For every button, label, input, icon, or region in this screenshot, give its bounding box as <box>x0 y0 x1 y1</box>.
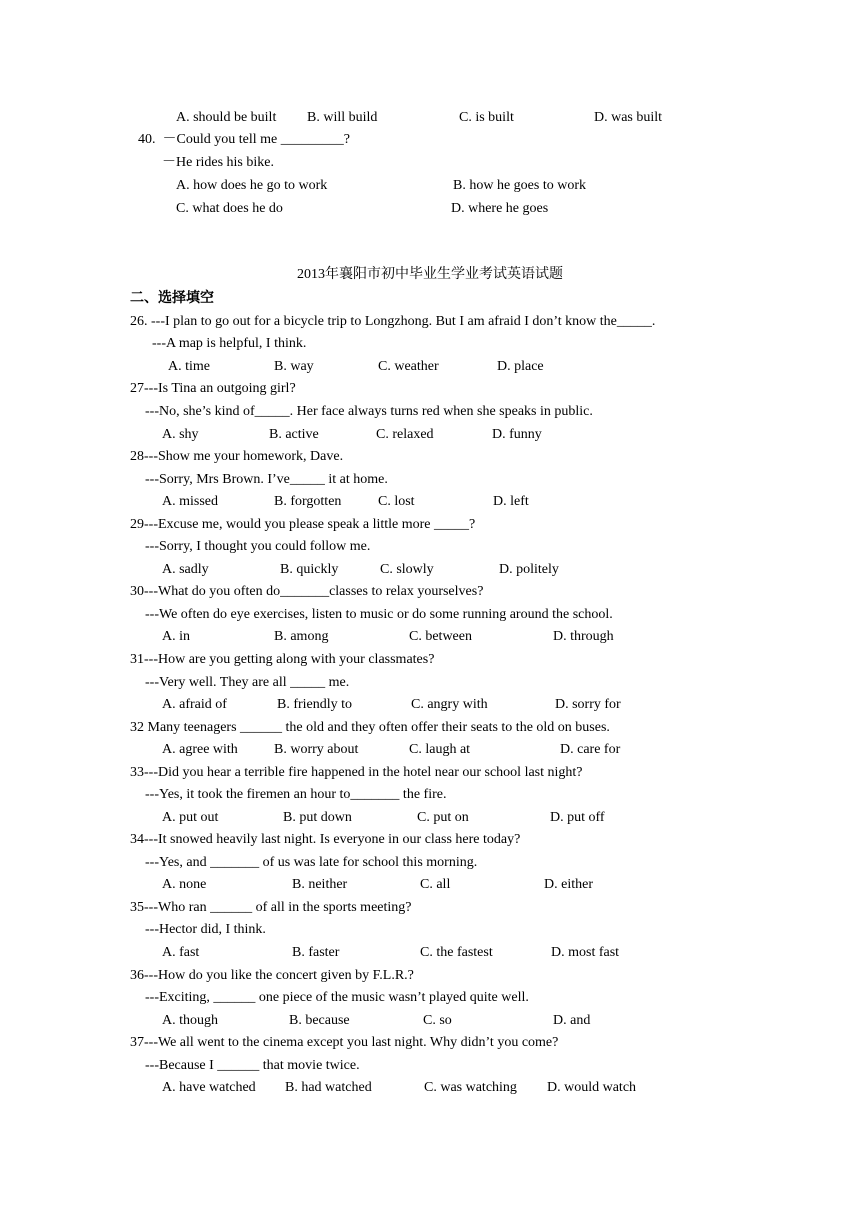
q30-option-a: A. in <box>162 629 190 644</box>
q36-option-c: C. so <box>423 1013 452 1028</box>
q34-option-b: B. neither <box>292 877 348 892</box>
q28-question: 28---Show me your homework, Dave. <box>130 449 344 464</box>
q30-question: 30---What do you often do_______classes to relax yourselves? <box>130 584 484 599</box>
q28-option-d: D. left <box>493 494 529 509</box>
exam-title: 2013年襄阳市初中毕业生学业考试英语试题 <box>297 267 563 282</box>
q35-option-d: D. most fast <box>551 945 620 960</box>
q34-option-d: D. either <box>544 877 593 892</box>
q27-question: 27---Is Tina an outgoing girl? <box>130 381 296 396</box>
q37-question: 37---We all went to the cinema except you last night. Why didn’t you come? <box>130 1035 559 1050</box>
q31-option-c: C. angry with <box>411 697 488 712</box>
q36-question: 36---How do you like the concert given by F.L.R.? <box>130 968 414 983</box>
q26-option-d: D. place <box>497 359 544 374</box>
q32-question: 32 Many teenagers ______ the old and they often offer their seats to the old on buses. <box>130 720 610 735</box>
q40-question: 40. －Could you tell me _________? <box>138 132 350 147</box>
q32-option-c: C. laugh at <box>409 742 471 757</box>
q33-question: 33---Did you hear a terrible fire happened in the hotel near our school last night? <box>130 765 583 780</box>
q40-option-c: C. what does he do <box>176 201 283 216</box>
q35-option-a: A. fast <box>162 945 200 960</box>
q30-option-c: C. between <box>409 629 472 644</box>
q31-option-b: B. friendly to <box>277 697 353 712</box>
q36-option-b: B. because <box>289 1013 350 1028</box>
q35-option-c: C. the fastest <box>420 945 493 960</box>
q30-option-d: D. through <box>553 629 614 644</box>
q27-option-c: C. relaxed <box>376 427 434 442</box>
q40-option-d: D. where he goes <box>451 201 549 216</box>
q26-answer: ---A map is helpful, I think. <box>152 336 307 351</box>
q39-option-b: B. will build <box>307 110 378 125</box>
q29-option-c: C. slowly <box>380 562 434 577</box>
q27-answer: ---No, she’s kind of_____. Her face always turns red when she speaks in public. <box>145 404 593 419</box>
q32-option-b: B. worry about <box>274 742 359 757</box>
q34-option-a: A. none <box>162 877 207 892</box>
q39-option-c: C. is built <box>459 110 514 125</box>
q26-option-c: C. weather <box>378 359 439 374</box>
q28-option-a: A. missed <box>162 494 218 509</box>
q30-answer: ---We often do eye exercises, listen to music or do some running around the school. <box>145 607 613 622</box>
q33-option-b: B. put down <box>283 810 352 825</box>
q31-option-d: D. sorry for <box>555 697 621 712</box>
q35-question: 35---Who ran ______ of all in the sports meeting? <box>130 900 412 915</box>
q28-option-b: B. forgotten <box>274 494 342 509</box>
q32-option-d: D. care for <box>560 742 621 757</box>
q31-answer: ---Very well. They are all _____ me. <box>145 675 350 690</box>
q39-option-a: A. should be built <box>176 110 277 125</box>
q28-answer: ---Sorry, Mrs Brown. I’ve_____ it at home. <box>145 472 388 487</box>
q36-option-d: D. and <box>553 1013 591 1028</box>
q34-question: 34---It snowed heavily last night. Is everyone in our class here today? <box>130 832 521 847</box>
q37-answer: ---Because I ______ that movie twice. <box>145 1058 360 1073</box>
q35-answer: ---Hector did, I think. <box>145 922 266 937</box>
q40-option-b: B. how he goes to work <box>453 178 586 193</box>
q35-option-b: B. faster <box>292 945 340 960</box>
q37-option-b: B. had watched <box>285 1080 372 1095</box>
q26-question: 26. ---I plan to go out for a bicycle trip to Longzhong. But I am afraid I don’t know the_____. <box>130 314 656 329</box>
q33-option-d: D. put off <box>550 810 605 825</box>
q37-option-a: A. have watched <box>162 1080 256 1095</box>
q29-option-b: B. quickly <box>280 562 339 577</box>
q40-answer: －He rides his bike. <box>162 155 274 170</box>
q29-option-a: A. sadly <box>162 562 209 577</box>
q29-question: 29---Excuse me, would you please speak a little more _____? <box>130 517 476 532</box>
q33-option-c: C. put on <box>417 810 469 825</box>
q39-option-d: D. was built <box>594 110 663 125</box>
section-heading: 二、选择填空 <box>130 290 214 306</box>
q26-option-a: A. time <box>168 359 210 374</box>
q31-option-a: A. afraid of <box>162 697 227 712</box>
q36-option-a: A. though <box>162 1013 218 1028</box>
q37-option-c: C. was watching <box>424 1080 517 1095</box>
q40-option-a: A. how does he go to work <box>176 178 328 193</box>
q32-option-a: A. agree with <box>162 742 238 757</box>
q27-option-d: D. funny <box>492 427 542 442</box>
q26-option-b: B. way <box>274 359 314 374</box>
q37-option-d: D. would watch <box>547 1080 637 1095</box>
q34-answer: ---Yes, and _______ of us was late for school this morning. <box>145 855 478 870</box>
q27-option-b: B. active <box>269 427 319 442</box>
q28-option-c: C. lost <box>378 494 415 509</box>
q34-option-c: C. all <box>420 877 451 892</box>
q31-question: 31---How are you getting along with your classmates? <box>130 652 435 667</box>
q27-option-a: A. shy <box>162 427 199 442</box>
q29-answer: ---Sorry, I thought you could follow me. <box>145 539 371 554</box>
q30-option-b: B. among <box>274 629 329 644</box>
q29-option-d: D. politely <box>499 562 559 577</box>
q33-answer: ---Yes, it took the firemen an hour to_______ the fire. <box>145 787 447 802</box>
q33-option-a: A. put out <box>162 810 219 825</box>
q36-answer: ---Exciting, ______ one piece of the music wasn’t played quite well. <box>145 990 529 1005</box>
